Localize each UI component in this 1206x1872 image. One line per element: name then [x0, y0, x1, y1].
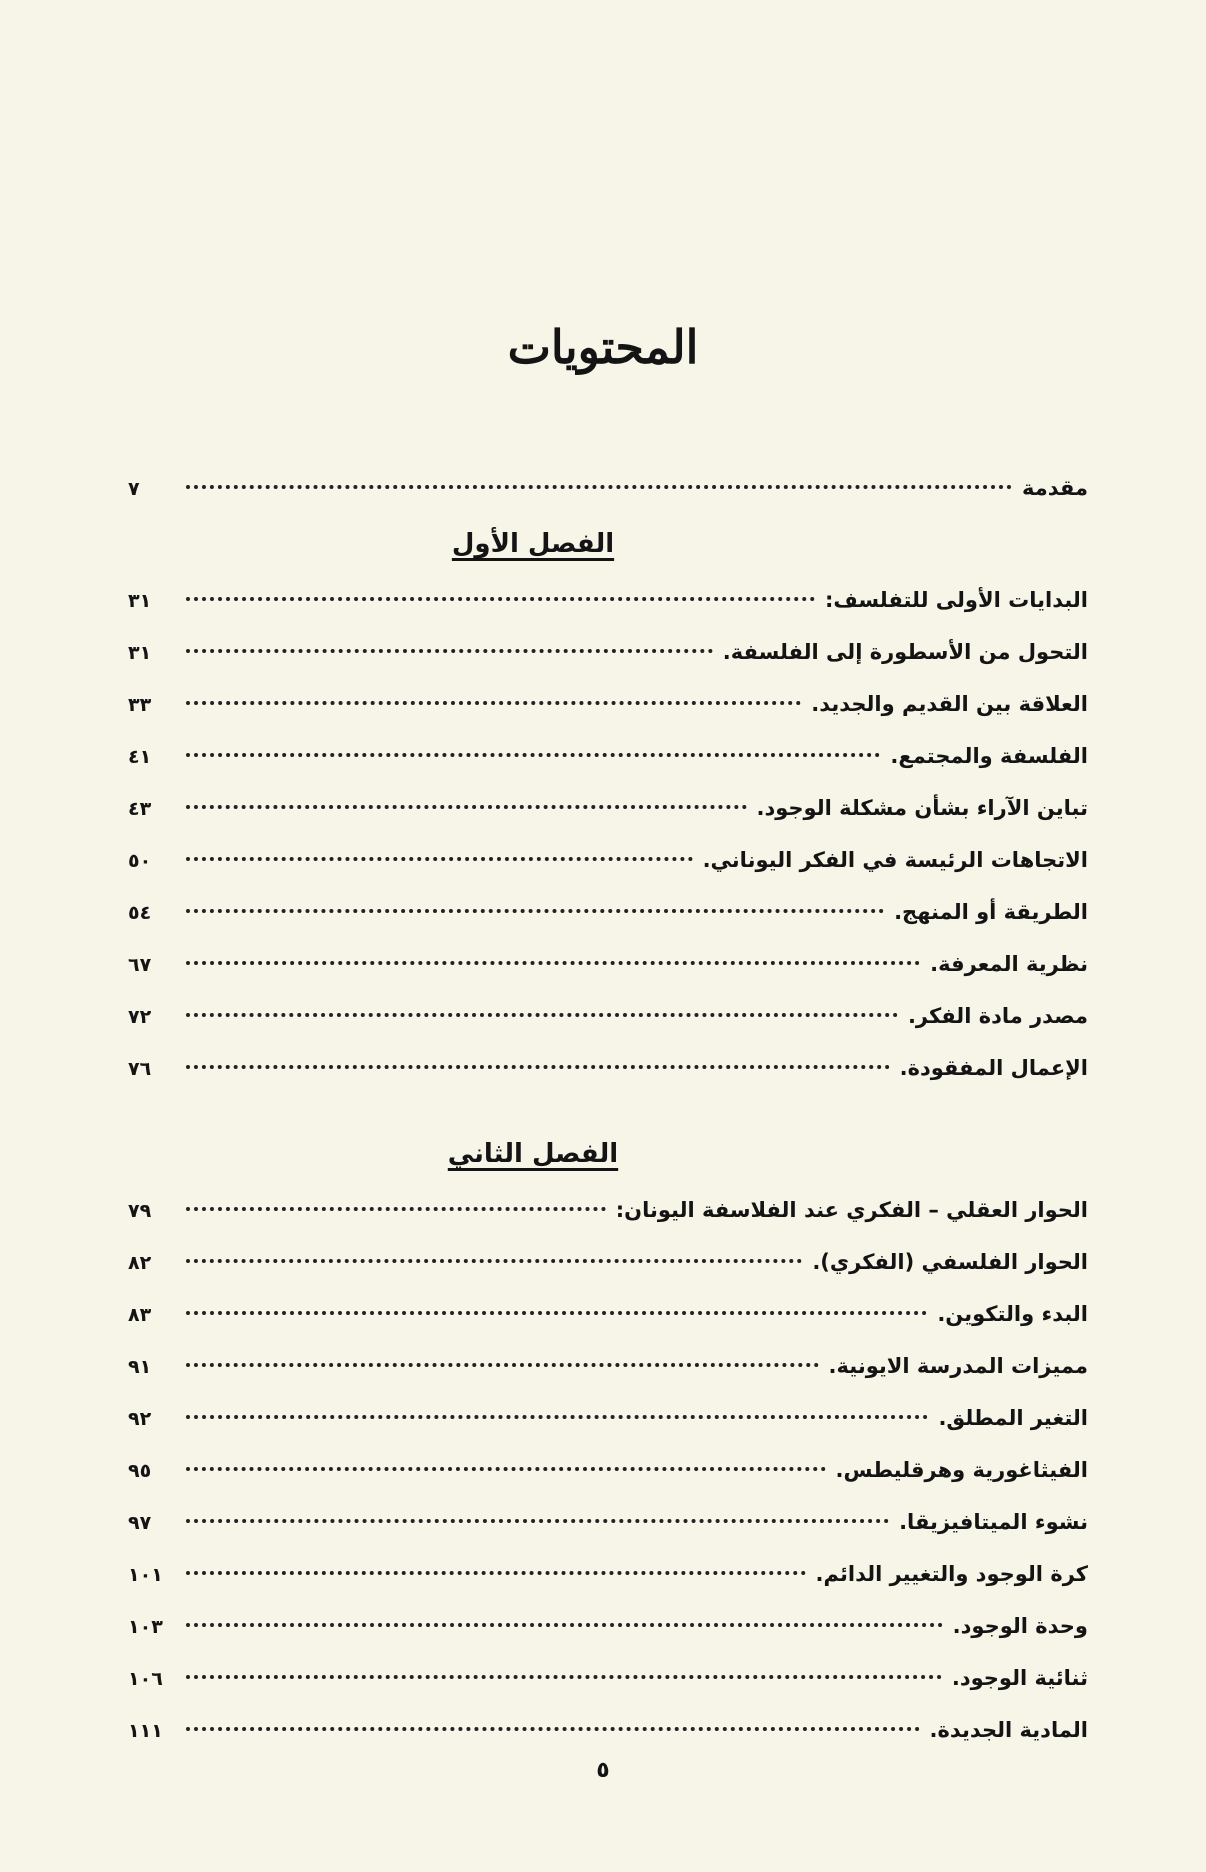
toc-entry[interactable]: [128, 834, 1088, 886]
toc-entry-page: ٩١: [128, 1356, 152, 1378]
toc-entry[interactable]: [128, 678, 1088, 730]
toc-entry-label: مصدر مادة الفكر.: [907, 1004, 1088, 1028]
toc-entry-label: كرة الوجود والتغيير الدائم.: [815, 1562, 1088, 1586]
toc-entry[interactable]: [128, 938, 1088, 990]
toc-entry[interactable]: [128, 574, 1088, 626]
toc-entry[interactable]: [128, 1444, 1088, 1496]
dot-leader: [186, 1675, 942, 1679]
toc-entry-page: ١٠٣: [128, 1616, 163, 1638]
toc-entry-page: ١١١: [128, 1720, 163, 1742]
toc-entry-intro[interactable]: [128, 462, 1088, 514]
toc-entry[interactable]: [128, 1548, 1088, 1600]
toc-entry-page: ٩٢: [128, 1408, 152, 1430]
toc-entry[interactable]: [128, 1236, 1088, 1288]
toc-entry-label: الإعمال المفقودة.: [899, 1056, 1088, 1080]
toc-entry-page: ١٠٦: [128, 1668, 163, 1690]
toc-entry-page: ٩٧: [128, 1512, 152, 1534]
toc-entry[interactable]: [128, 1340, 1088, 1392]
toc-entry-page: ٧٢: [128, 1006, 152, 1028]
dot-leader: [186, 1623, 943, 1627]
toc-entry[interactable]: [128, 1288, 1088, 1340]
dot-leader: [186, 1519, 889, 1523]
chapter-2-entries: [128, 1184, 1088, 1756]
dot-leader: [186, 1311, 927, 1315]
toc-entry[interactable]: [128, 1184, 1088, 1236]
toc-entry-label: الاتجاهات الرئيسة في الفكر اليوناني.: [702, 848, 1088, 872]
dot-leader: [186, 1415, 928, 1419]
toc-entry-label: البدايات الأولى للتفلسف:: [825, 588, 1088, 612]
toc-entry[interactable]: [128, 1042, 1088, 1094]
toc-entry-page: ٤١: [128, 746, 152, 768]
toc-entry-label: ثنائية الوجود.: [951, 1666, 1088, 1690]
dot-leader: [186, 1259, 802, 1263]
toc-entry-page: ٦٧: [128, 954, 152, 976]
chapter-1-entries: [128, 574, 1088, 1094]
toc-entry[interactable]: [128, 990, 1088, 1042]
dot-leader: [186, 1727, 920, 1731]
dot-leader: [186, 649, 713, 653]
chapter-heading-2: الفصل الثاني: [447, 1139, 619, 1169]
dot-leader: [186, 1013, 898, 1017]
toc-entry[interactable]: [128, 626, 1088, 678]
toc-entry-label: البدء والتكوين.: [937, 1302, 1088, 1326]
dot-leader: [186, 909, 884, 913]
toc-entry-label: المادية الجديدة.: [929, 1718, 1088, 1742]
toc-entry-page: ٣١: [128, 642, 152, 664]
toc-entry-label: الفلسفة والمجتمع.: [890, 744, 1088, 768]
dot-leader: [186, 485, 1012, 489]
toc-entry-label: التغير المطلق.: [938, 1406, 1088, 1430]
page-title: المحتويات: [507, 320, 699, 374]
toc-entry[interactable]: [128, 1652, 1088, 1704]
toc-entry[interactable]: [128, 886, 1088, 938]
dot-leader: [186, 1207, 606, 1211]
toc-entry-page: ١٠١: [128, 1564, 163, 1586]
toc-entry-page: ٥٤: [128, 902, 152, 924]
toc-entry-label: الحوار العقلي – الفكري عند الفلاسفة اليونان:: [615, 1198, 1088, 1222]
toc-entry-label: مقدمة: [1022, 476, 1088, 500]
toc-entry-label: نظرية المعرفة.: [930, 952, 1088, 976]
dot-leader: [186, 805, 747, 809]
dot-leader: [186, 961, 920, 965]
toc-entry-label: الطريقة أو المنهج.: [894, 900, 1088, 924]
toc-entry[interactable]: [128, 730, 1088, 782]
toc-entry-page: ٨٣: [128, 1304, 152, 1326]
toc-entry[interactable]: [128, 1496, 1088, 1548]
dot-leader: [186, 1065, 890, 1069]
toc-entry-label: العلاقة بين القديم والجديد.: [811, 692, 1088, 716]
dot-leader: [186, 1571, 806, 1575]
toc-entry-page: ٣١: [128, 590, 152, 612]
dot-leader: [186, 1363, 819, 1367]
toc-entry-page: ٩٥: [128, 1460, 152, 1482]
toc-entry-page: ٥٠: [128, 850, 152, 872]
toc-entry-page: ٧: [128, 478, 140, 500]
page-number: ٥: [596, 1758, 610, 1783]
toc-entry-label: التحول من الأسطورة إلى الفلسفة.: [722, 640, 1088, 664]
table-of-contents: [128, 462, 1088, 1756]
toc-entry[interactable]: [128, 782, 1088, 834]
toc-entry[interactable]: [128, 1392, 1088, 1444]
chapter-heading-1: الفصل الأول: [451, 529, 615, 559]
toc-entry-label: وحدة الوجود.: [952, 1614, 1088, 1638]
toc-entry-label: مميزات المدرسة الايونية.: [828, 1354, 1088, 1378]
toc-entry-page: ٧٩: [128, 1200, 152, 1222]
toc-entry-label: نشوء الميتافيزيقا.: [899, 1510, 1088, 1534]
toc-entry-label: الحوار الفلسفي (الفكري).: [812, 1250, 1088, 1274]
toc-entry[interactable]: [128, 1704, 1088, 1756]
dot-leader: [186, 597, 815, 601]
dot-leader: [186, 753, 880, 757]
dot-leader: [186, 1467, 826, 1471]
toc-entry-page: ٨٢: [128, 1252, 152, 1274]
toc-entry-page: ٤٣: [128, 798, 152, 820]
toc-entry-page: ٧٦: [128, 1058, 152, 1080]
toc-entry[interactable]: [128, 1600, 1088, 1652]
toc-entry-label: الفيثاغورية وهرقليطس.: [835, 1458, 1088, 1482]
toc-entry-page: ٣٣: [128, 694, 152, 716]
toc-entry-label: تباين الآراء بشأن مشكلة الوجود.: [756, 796, 1088, 820]
dot-leader: [186, 857, 693, 861]
dot-leader: [186, 701, 801, 705]
